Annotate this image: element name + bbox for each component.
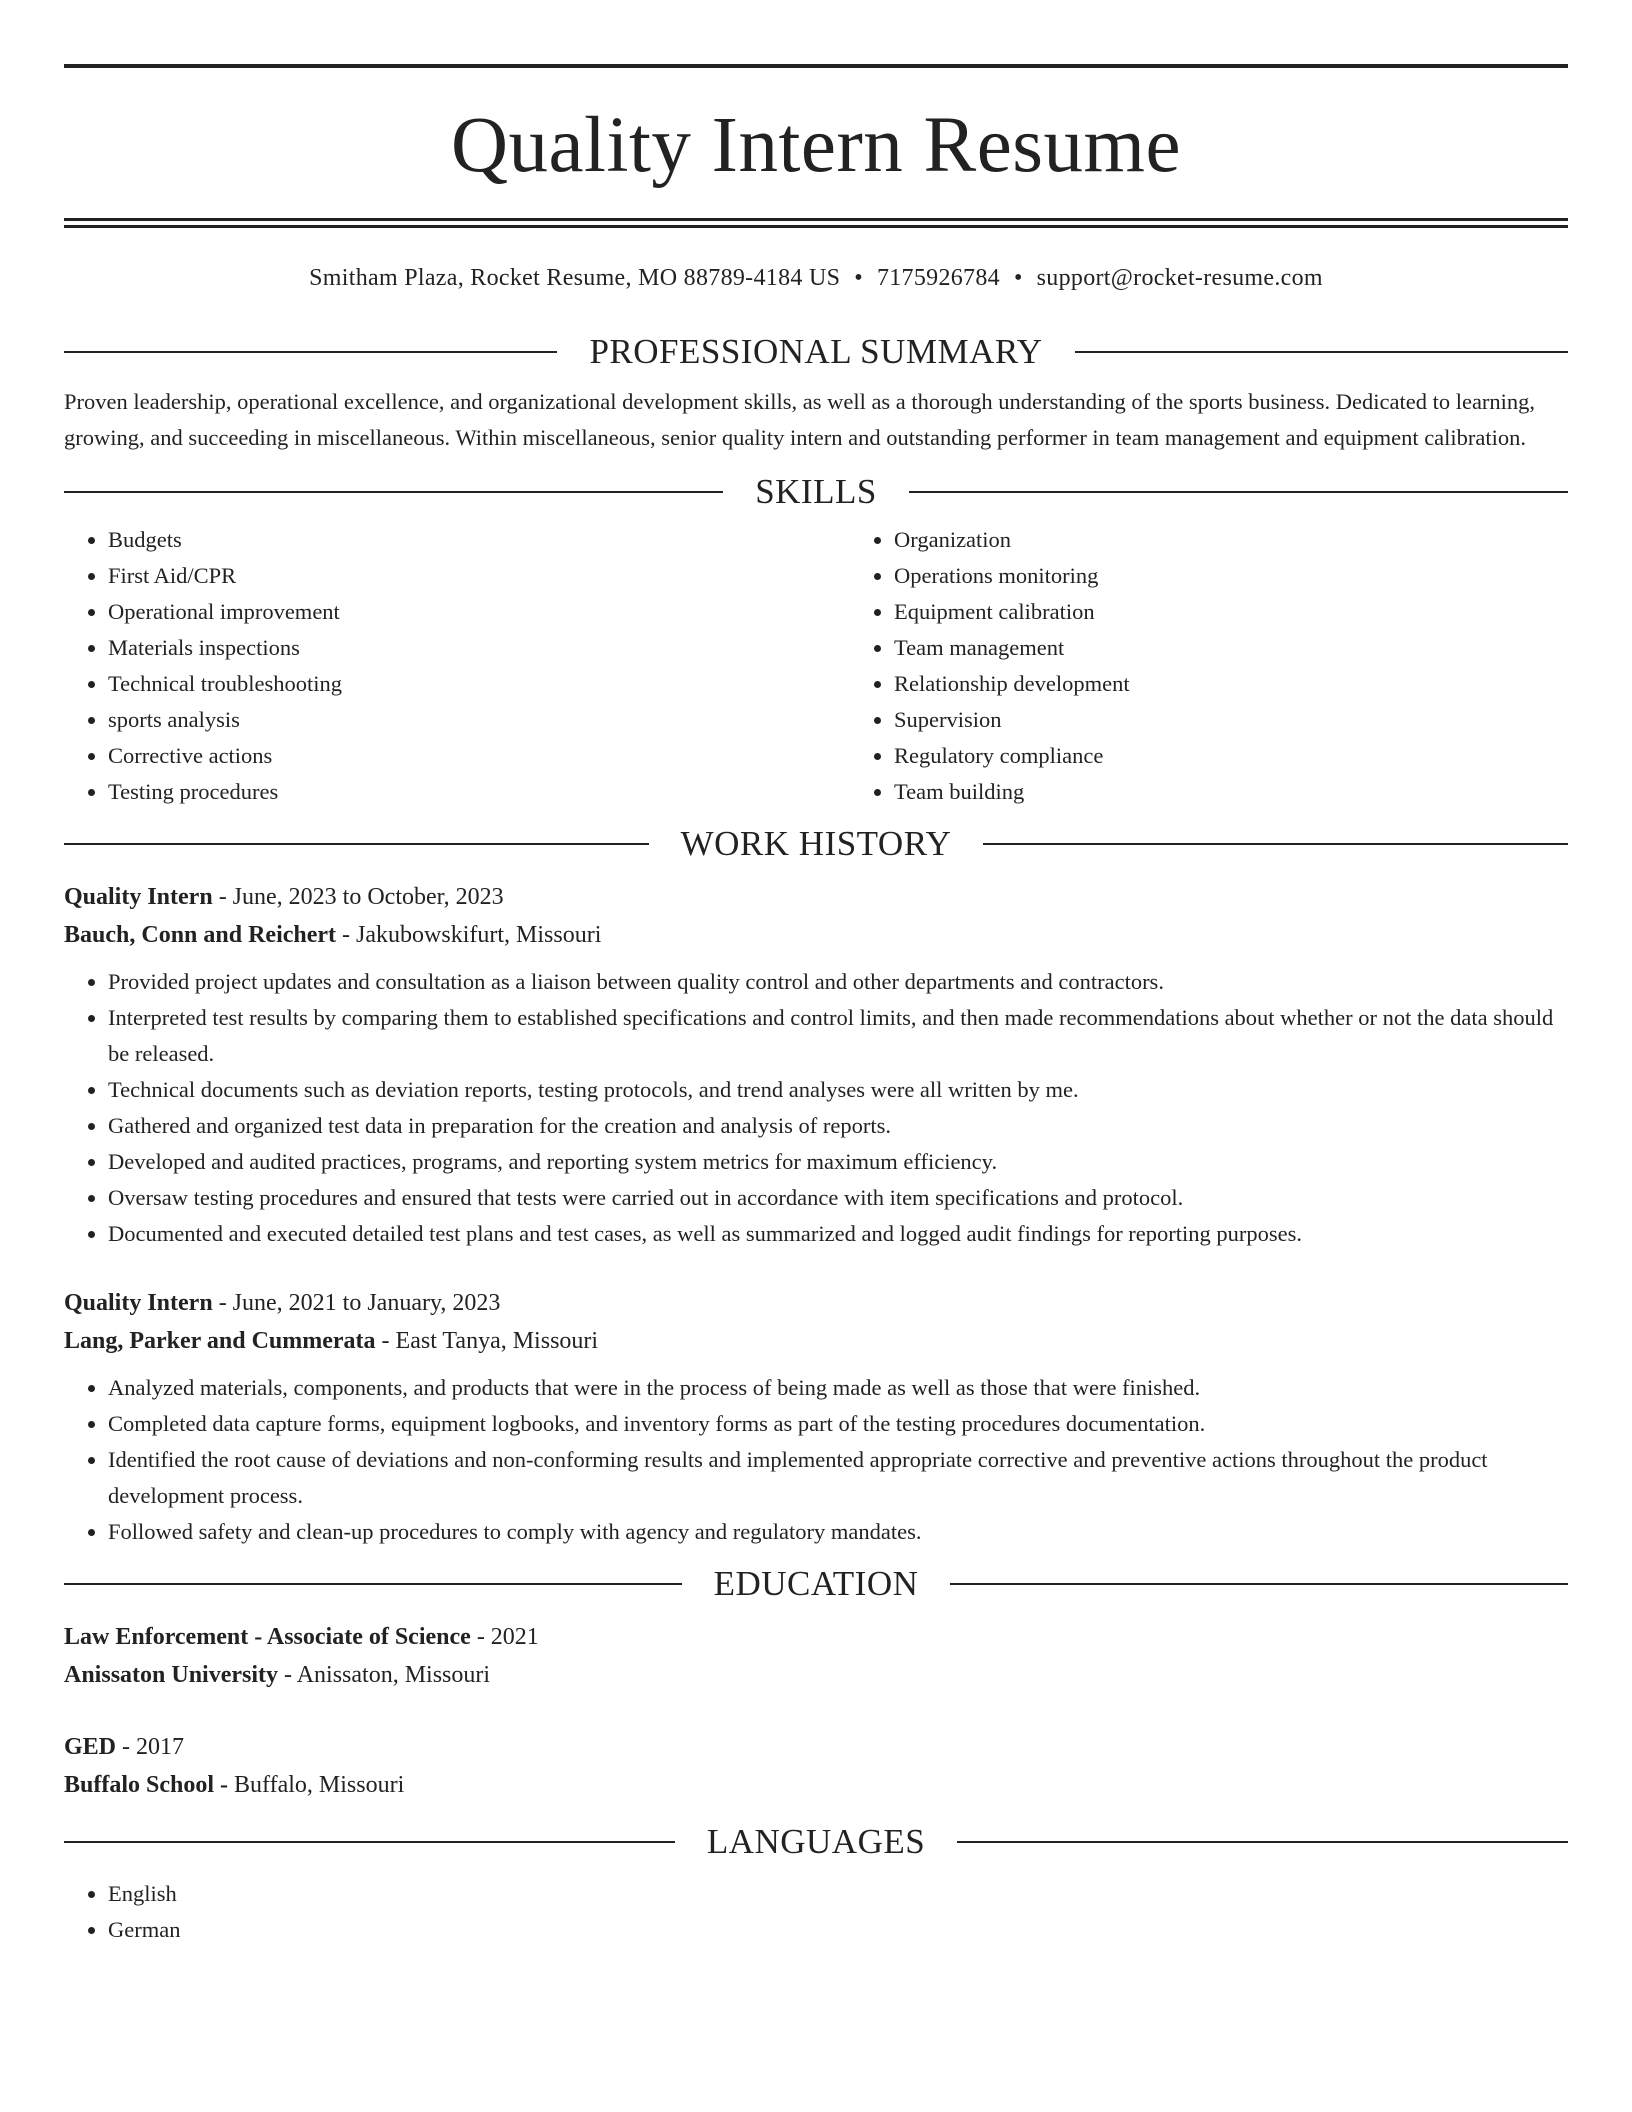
heading-rule: [950, 1583, 1568, 1585]
contact-email: support@rocket-resume.com: [1036, 265, 1323, 291]
education-entry: [64, 1618, 1568, 1694]
job-title: Quality Intern: [64, 1290, 213, 1316]
education-school-line: [64, 1656, 1568, 1694]
education-degree-line: [64, 1728, 1568, 1766]
section-heading-languages: [64, 1820, 1568, 1864]
job-title-line: [64, 1284, 1568, 1322]
education-school-line: [64, 1766, 1568, 1804]
skill-item: • Technical troubleshooting: [108, 666, 850, 702]
skill-item: • Testing procedures: [108, 774, 850, 810]
heading-rule: [909, 491, 1568, 493]
title-rule-lower: [64, 225, 1568, 228]
skill-item: • Team building: [894, 774, 1632, 810]
section-title: PROFESSIONAL SUMMARY: [589, 332, 1043, 371]
job-bullet: • Documented and executed detailed test plans and test cases, as well as summarized and logged audit findings for reporting purposes.: [108, 1216, 1568, 1252]
education-school: Anissaton University: [64, 1662, 279, 1688]
section-heading-work: [64, 822, 1568, 866]
heading-rule: [64, 843, 649, 845]
job-dates: - June, 2023 to October, 2023: [212, 884, 504, 910]
education-location: Buffalo, Missouri: [228, 1772, 405, 1798]
skill-item: • Supervision: [894, 702, 1632, 738]
skill-item: • Budgets: [108, 522, 850, 558]
section-heading-education: [64, 1562, 1568, 1606]
job-bullet: • Oversaw testing procedures and ensured that tests were carried out in accordance with item specifications and protocol.: [108, 1180, 1568, 1216]
section-title: SKILLS: [755, 472, 877, 511]
job-entry: [64, 878, 1568, 1252]
job-company-line: [64, 916, 1568, 954]
language-item: • English: [108, 1876, 1568, 1912]
skill-item: • Equipment calibration: [894, 594, 1632, 630]
heading-rule: [64, 1841, 675, 1843]
job-entry: [64, 1284, 1568, 1550]
skill-item: • First Aid/CPR: [108, 558, 850, 594]
skill-item: • Corrective actions: [108, 738, 850, 774]
skills-list: [64, 522, 1568, 810]
skill-item: • Relationship development: [894, 666, 1632, 702]
education-degree: GED: [64, 1734, 117, 1760]
job-company: Bauch, Conn and Reichert: [64, 922, 337, 948]
contact-address: Smitham Plaza, Rocket Resume, MO 88789-4184 US: [309, 265, 841, 291]
job-bullet: • Analyzed materials, components, and products that were in the process of being made as well as those that were finished.: [108, 1370, 1568, 1406]
job-bullet: • Developed and audited practices, programs, and reporting system metrics for maximum efficiency.: [108, 1144, 1568, 1180]
job-bullet: • Gathered and organized test data in preparation for the creation and analysis of reports.: [108, 1108, 1568, 1144]
job-bullet: • Followed safety and clean-up procedures to comply with agency and regulatory mandates.: [108, 1514, 1568, 1550]
education-year: - 2017: [116, 1734, 185, 1760]
skill-item: • Team management: [894, 630, 1632, 666]
skill-item: • Operations monitoring: [894, 558, 1632, 594]
heading-rule: [64, 351, 557, 353]
skills-column-left: [64, 522, 850, 810]
job-bullet: • Identified the root cause of deviations and non-conforming results and implemented appropriate corrective and preventive actions throughout the product development process.: [108, 1442, 1568, 1514]
education-location: - Anissaton, Missouri: [278, 1662, 491, 1688]
language-item: • German: [108, 1912, 1568, 1948]
heading-rule: [1075, 351, 1568, 353]
section-title: WORK HISTORY: [680, 824, 952, 863]
skill-item: • Operational improvement: [108, 594, 850, 630]
section-title: LANGUAGES: [706, 1822, 926, 1861]
contact-line: [64, 262, 1568, 294]
contact-phone: 7175926784: [876, 265, 1000, 291]
heading-rule: [957, 1841, 1568, 1843]
job-bullet: • Technical documents such as deviation reports, testing protocols, and trend analyses were all written by me.: [108, 1072, 1568, 1108]
section-title: EDUCATION: [713, 1564, 919, 1603]
skills-column-right: [850, 522, 1632, 810]
job-company: Lang, Parker and Cummerata: [64, 1328, 376, 1354]
job-title-line: [64, 878, 1568, 916]
education-year: - 2021: [470, 1624, 539, 1650]
education-degree: Law Enforcement - Associate of Science: [64, 1624, 471, 1650]
education-school: Buffalo School -: [64, 1772, 229, 1798]
education-entry: [64, 1728, 1568, 1804]
resume-page: [64, 64, 1568, 1948]
job-company-line: [64, 1322, 1568, 1360]
title-rule-upper: [64, 218, 1568, 221]
job-bullets: [64, 964, 1568, 1252]
contact-separator: •: [854, 265, 863, 291]
summary-text: Proven leadership, operational excellence, and organizational development skills, as well as a thorough understanding of the sports business. Dedicated to learning, growing, and succeeding in miscellaneous. Within miscellaneous, senior quality intern and outstanding performer in team management and equipment calibration.: [64, 389, 1536, 450]
skill-item: • Regulatory compliance: [894, 738, 1632, 774]
heading-rule: [64, 1583, 682, 1585]
job-location: - East Tanya, Missouri: [375, 1328, 599, 1354]
resume-title: Quality Intern Resume: [450, 102, 1182, 189]
skill-item: • Organization: [894, 522, 1632, 558]
job-location: - Jakubowskifurt, Missouri: [336, 922, 602, 948]
job-bullet: • Interpreted test results by comparing them to established specifications and control limits, and then made recommendations about whether or not the data should be released.: [108, 1000, 1568, 1072]
heading-rule: [64, 491, 723, 493]
heading-rule: [983, 843, 1568, 845]
section-heading-summary: [64, 330, 1568, 374]
job-bullet: • Completed data capture forms, equipment logbooks, and inventory forms as part of the testing procedures documentation.: [108, 1406, 1568, 1442]
section-heading-skills: [64, 470, 1568, 514]
contact-separator: •: [1013, 265, 1023, 291]
education-degree-line: [64, 1618, 1568, 1656]
skill-item: • sports analysis: [108, 702, 850, 738]
job-bullet: • Provided project updates and consultation as a liaison between quality control and other departments and contractors.: [108, 964, 1568, 1000]
skill-item: • Materials inspections: [108, 630, 850, 666]
languages-list: [64, 1876, 1568, 1948]
job-dates: - June, 2021 to January, 2023: [212, 1290, 501, 1316]
job-title: Quality Intern: [64, 884, 213, 910]
job-bullets: [64, 1370, 1568, 1550]
